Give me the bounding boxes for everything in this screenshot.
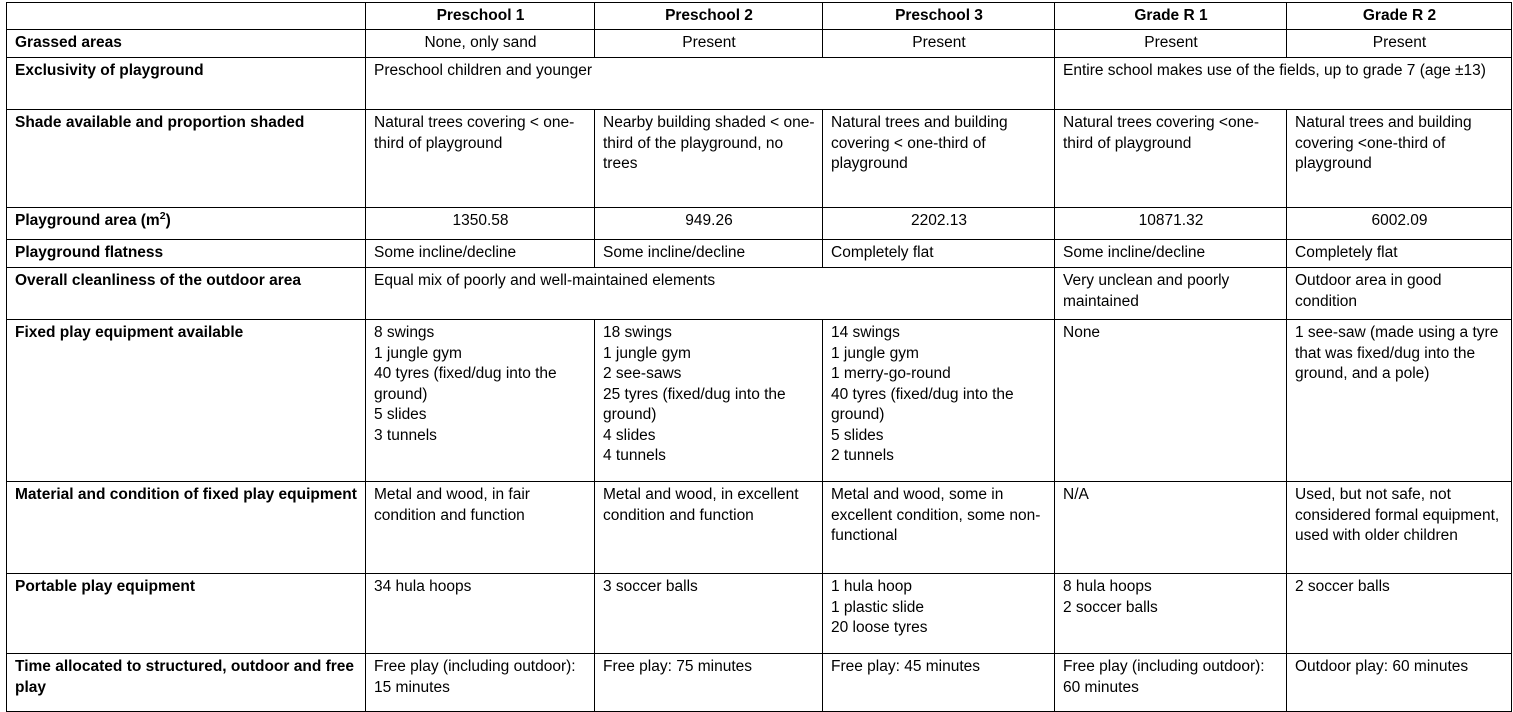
cell-line: 1 jungle gym <box>374 344 462 362</box>
row-label-superscript: 2 <box>159 210 166 223</box>
row-label-portable-play-equipment: Portable play equipment <box>7 574 366 654</box>
row-label-playground-flatness: Playground flatness <box>7 240 366 268</box>
cell-line: 4 slides <box>603 426 656 444</box>
cell-grassed-areas-4: Present <box>1287 30 1512 58</box>
cell-material-and-condition-2: Metal and wood, some in excellent condition, some non-functional <box>823 482 1055 574</box>
cell-line: 1 hula hoop <box>831 578 913 596</box>
table-row <box>7 30 1512 58</box>
cell-line: 2 soccer balls <box>1063 598 1158 616</box>
cell-playground-area-2: 2202.13 <box>823 208 1055 240</box>
column-header-p2: Preschool 2 <box>595 3 823 30</box>
cell-line-list <box>831 323 1047 466</box>
cell-shade-available-4: Natural trees and building covering <one-third of playground <box>1287 110 1512 208</box>
playground-comparison-table <box>6 2 1512 712</box>
cell-line-list <box>374 323 587 446</box>
cell-grassed-areas-3: Present <box>1055 30 1287 58</box>
cell-line: 5 slides <box>831 426 884 444</box>
cell-line: 4 tunnels <box>603 447 666 465</box>
cell-time-allocated-4: Outdoor play: 60 minutes <box>1287 654 1512 712</box>
cell-grassed-areas-1: Present <box>595 30 823 58</box>
cell-fixed-play-equipment-3: None <box>1055 320 1287 482</box>
cell-playground-area-1: 949.26 <box>595 208 823 240</box>
cell-shade-available-1: Nearby building shaded < one-third of the playground, no trees <box>595 110 823 208</box>
header-row <box>7 3 1512 30</box>
row-label-fixed-play-equipment: Fixed play equipment available <box>7 320 366 482</box>
cell-shade-available-2: Natural trees and building covering < one-third of playground <box>823 110 1055 208</box>
cell-playground-area-3: 10871.32 <box>1055 208 1287 240</box>
cell-line-list <box>1063 577 1279 618</box>
cell-time-allocated-3: Free play (including outdoor): 60 minutes <box>1055 654 1287 712</box>
table-sheet <box>0 2 1513 705</box>
row-label-time-allocated: Time allocated to structured, outdoor and free play <box>7 654 366 712</box>
table-row <box>7 240 1512 268</box>
row-label-grassed-areas: Grassed areas <box>7 30 366 58</box>
cell-portable-play-equipment-4: 2 soccer balls <box>1287 574 1512 654</box>
cell-exclusivity-of-playground-0: Preschool children and younger <box>366 58 1055 110</box>
row-label-text: Playground area (m <box>15 212 160 230</box>
cell-material-and-condition-3: N/A <box>1055 482 1287 574</box>
cell-line: 14 swings <box>831 324 900 342</box>
cell-line: 1 merry-go-round <box>831 365 951 383</box>
cell-line: 8 swings <box>374 324 435 342</box>
cell-line-list <box>831 577 1047 638</box>
table-row <box>7 110 1512 208</box>
cell-line: 2 see-saws <box>603 365 682 383</box>
table-row <box>7 574 1512 654</box>
cell-line: 20 loose tyres <box>831 619 928 637</box>
cell-time-allocated-1: Free play: 75 minutes <box>595 654 823 712</box>
cell-fixed-play-equipment-1 <box>595 320 823 482</box>
table-row <box>7 268 1512 320</box>
cell-portable-play-equipment-1: 3 soccer balls <box>595 574 823 654</box>
table-row <box>7 58 1512 110</box>
cell-line: 1 jungle gym <box>603 344 691 362</box>
column-header-p1: Preschool 1 <box>366 3 595 30</box>
cell-material-and-condition-0: Metal and wood, in fair condition and function <box>366 482 595 574</box>
cell-line: 1 plastic slide <box>831 598 925 616</box>
cell-playground-flatness-4: Completely flat <box>1287 240 1512 268</box>
table-body <box>7 30 1512 712</box>
cell-line: 1 jungle gym <box>831 344 919 362</box>
cell-exclusivity-of-playground-1: Entire school makes use of the fields, up to grade 7 (age ±13) <box>1055 58 1512 110</box>
row-label-tail: ) <box>165 212 171 230</box>
cell-line: 40 tyres (fixed/dug into the ground) <box>374 365 557 403</box>
cell-material-and-condition-4: Used, but not safe, not considered formal equipment, used with older children <box>1287 482 1512 574</box>
cell-playground-flatness-2: Completely flat <box>823 240 1055 268</box>
cell-line: 8 hula hoops <box>1063 578 1152 596</box>
cell-line: 25 tyres (fixed/dug into the ground) <box>603 385 786 424</box>
cell-time-allocated-0: Free play (including outdoor): 15 minutes <box>366 654 595 712</box>
cell-line: 18 swings <box>603 324 672 342</box>
row-label-overall-cleanliness: Overall cleanliness of the outdoor area <box>7 268 366 320</box>
cell-fixed-play-equipment-4: 1 see-saw (made using a tyre that was fixed/dug into the ground, and a pole) <box>1287 320 1512 482</box>
cell-line-list <box>603 323 815 466</box>
table-row <box>7 320 1512 482</box>
row-label-playground-area <box>7 208 366 240</box>
corner-blank-cell <box>7 3 366 30</box>
table-row <box>7 482 1512 574</box>
cell-playground-flatness-1: Some incline/decline <box>595 240 823 268</box>
cell-line: 5 slides <box>374 406 427 424</box>
table-header <box>7 3 1512 30</box>
cell-time-allocated-2: Free play: 45 minutes <box>823 654 1055 712</box>
cell-playground-area-4: 6002.09 <box>1287 208 1512 240</box>
cell-material-and-condition-1: Metal and wood, in excellent condition and function <box>595 482 823 574</box>
cell-line: 3 tunnels <box>374 426 437 444</box>
cell-grassed-areas-2: Present <box>823 30 1055 58</box>
cell-shade-available-3: Natural trees covering <one-third of playground <box>1055 110 1287 208</box>
cell-grassed-areas-0: None, only sand <box>366 30 595 58</box>
cell-portable-play-equipment-2 <box>823 574 1055 654</box>
cell-playground-flatness-3: Some incline/decline <box>1055 240 1287 268</box>
row-label-exclusivity-of-playground: Exclusivity of playground <box>7 58 366 110</box>
column-header-p3: Preschool 3 <box>823 3 1055 30</box>
cell-shade-available-0: Natural trees covering < one-third of playground <box>366 110 595 208</box>
table-row <box>7 208 1512 240</box>
cell-portable-play-equipment-0: 34 hula hoops <box>366 574 595 654</box>
row-label-material-and-condition: Material and condition of fixed play equipment <box>7 482 366 574</box>
cell-fixed-play-equipment-0 <box>366 320 595 482</box>
cell-overall-cleanliness-1: Very unclean and poorly maintained <box>1055 268 1287 320</box>
row-label-shade-available: Shade available and proportion shaded <box>7 110 366 208</box>
cell-playground-area-0: 1350.58 <box>366 208 595 240</box>
cell-line: 2 tunnels <box>831 447 894 465</box>
table-row <box>7 654 1512 712</box>
cell-playground-flatness-0: Some incline/decline <box>366 240 595 268</box>
cell-line: 40 tyres (fixed/dug into the ground) <box>831 385 1014 424</box>
cell-fixed-play-equipment-2 <box>823 320 1055 482</box>
cell-overall-cleanliness-2: Outdoor area in good condition <box>1287 268 1512 320</box>
cell-portable-play-equipment-3 <box>1055 574 1287 654</box>
cell-overall-cleanliness-0: Equal mix of poorly and well-maintained elements <box>366 268 1055 320</box>
column-header-g2: Grade R 2 <box>1287 3 1512 30</box>
column-header-g1: Grade R 1 <box>1055 3 1287 30</box>
